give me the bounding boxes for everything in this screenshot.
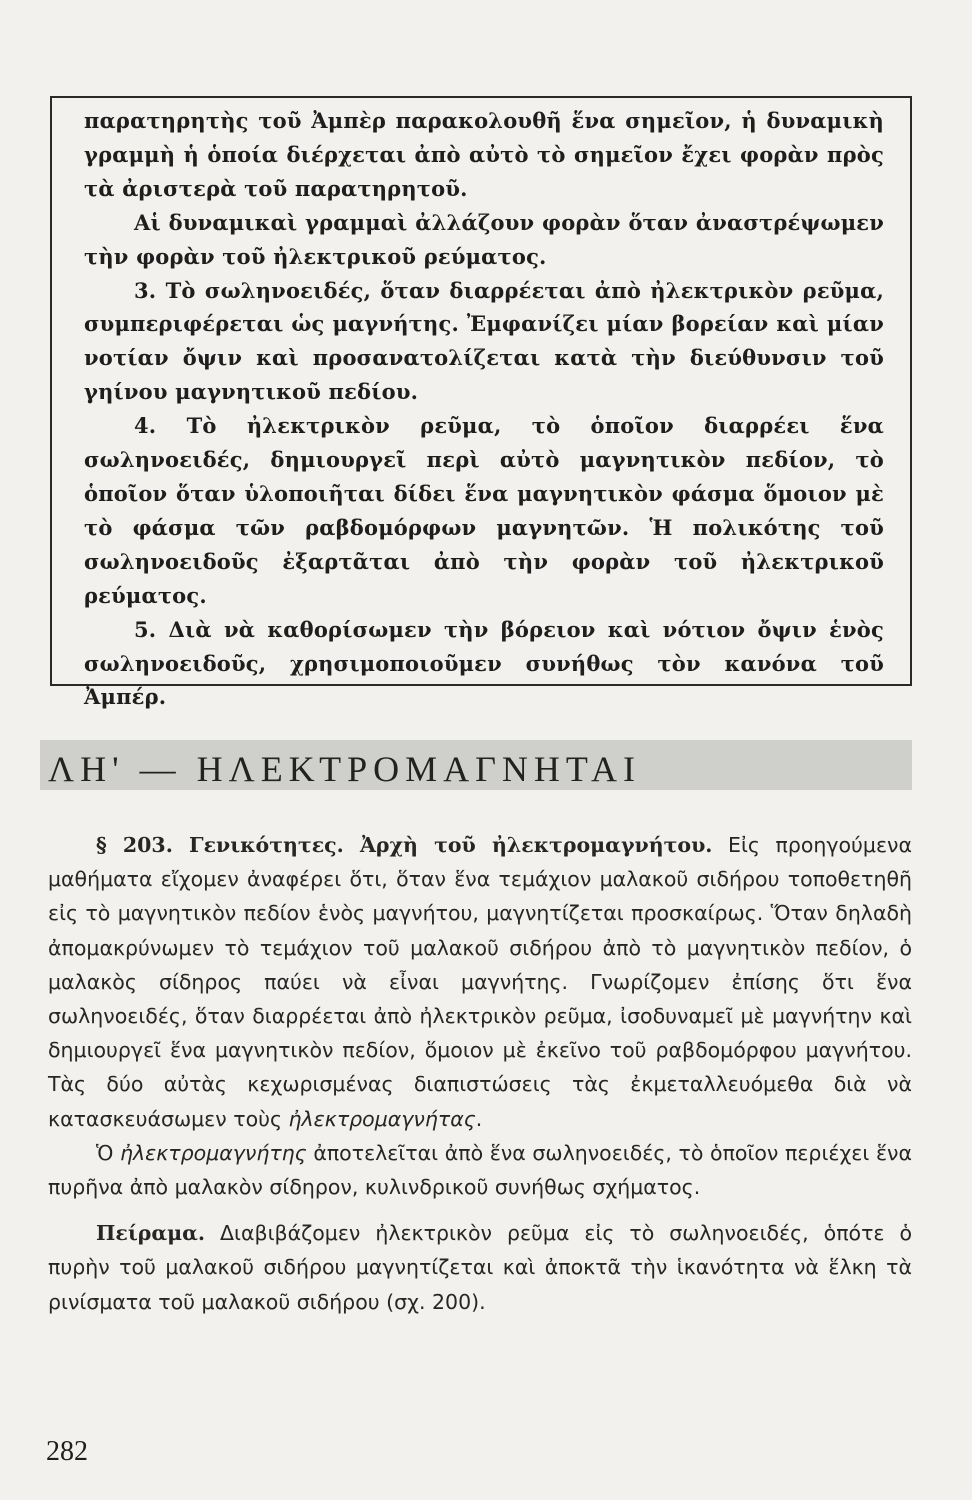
section-body <box>48 828 912 1319</box>
chapter-title: ΛΗ' — ΗΛΕΚΤΡΟΜΑΓΝΗΤΑΙ <box>48 749 642 789</box>
summary-item-5: 5. Διὰ νὰ καθορίσωμεν τὴν βόρειον καὶ νότιον ὄψιν ἑνὸς σωληνοειδοῦς, χρησιμοποιοῦμεν συνήθως τὸν κανόνα τοῦ Ἀμπέρ. <box>84 616 884 710</box>
summary-paragraph: Αἱ δυναμικαὶ γραμμαὶ ἀλλάζουν φορὰν ὅταν ἀναστρέψωμεν τὴν φορὰν τοῦ ἠλεκτρικοῦ ρεύματος. <box>84 209 884 269</box>
paragraph-text: ἀποτελεῖται ἀπὸ ἕνα σωληνοειδές, τὸ ὁποῖον περιέχει ἕνα πυρῆνα ἀπὸ μαλακὸν σίδηρον, κυλινδρικοῦ συνήθως σχήματος. <box>48 1140 912 1200</box>
experiment-label: Πείραμα. <box>96 1221 206 1246</box>
paragraph-text: Ὁ <box>96 1140 121 1165</box>
section-paragraph <box>48 1136 912 1204</box>
paragraph-text: . <box>475 1106 483 1131</box>
paragraph-text: Διαβιβάζομεν ἠλεκτρικὸν ρεῦμα εἰς τὸ σωληνοειδές, ὁπότε ὁ πυρὴν τοῦ μαλακοῦ σιδήρου μαγνητίζεται καὶ ἀποκτᾶ τὴν ἱκανότητα νὰ ἕλκη τὰ ρινίσματα τοῦ μαλακοῦ σιδήρου (σχ. 200). <box>48 1221 912 1314</box>
page-number: 282 <box>46 1436 88 1467</box>
summary-box <box>50 96 912 710</box>
emphasized-term: ἠλεκτρομαγνήτας <box>288 1106 476 1131</box>
paragraph-text: Εἰς προηγούμενα μαθήματα εἴχομεν ἀναφέρει ὅτι, ὅταν ἕνα τεμάχιον μαλακοῦ σιδήρου τοποθετηθῆ εἰς τὸ μαγνητικὸν πεδίον ἑνὸς μαγνήτου, μαγνητίζεται προσκαίρως. Ὅταν δηλαδὴ ἀπομακρύνωμεν τὸ τεμάχιον τοῦ μαλακοῦ σιδήρου ἀπὸ τὸ μαγνητικὸν πεδίον, ὁ μαλακὸς σίδηρος παύει νὰ εἶναι μαγνήτης. Γνωρίζομεν ἐπίσης ὅτι ἕνα σωληνοειδές, ὅταν διαρρέεται ἀπὸ ἠλεκτρικὸν ρεῦμα, ἰσοδυναμεῖ μὲ μαγνήτην καὶ δημιουργεῖ ἕνα μαγνητικὸν πεδίον, ὅμοιον μὲ ἐκεῖνο τοῦ ραβδομόρφου μαγνήτου. Τὰς δύο αὐτὰς κεχωρισμένας διαπιστώσεις τὰς ἐκμεταλλευόμεθα διὰ νὰ κατασκευάσωμεν τοὺς <box>48 833 912 1131</box>
section-heading: § 203. Γενικότητες. Ἀρχὴ τοῦ ἠλεκτρομαγνήτου. <box>96 833 713 857</box>
section-paragraph <box>48 828 912 1136</box>
summary-item-3: 3. Τὸ σωληνοειδές, ὅταν διαρρέεται ἀπὸ ἠλεκτρικὸν ρεῦμα, συμπεριφέρεται ὡς μαγνήτης. Ἐμφανίζει μίαν βορείαν καὶ μίαν νοτίαν ὄψιν καὶ προσανατολίζεται κατὰ τὴν διεύθυνσιν τοῦ γηίνου μαγνητικοῦ πεδίου. <box>84 277 884 405</box>
emphasized-term: ἠλεκτρομαγνήτης <box>120 1140 307 1165</box>
summary-item-4: 4. Τὸ ἠλεκτρικὸν ρεῦμα, τὸ ὁποῖον διαρρέει ἕνα σωληνοειδές, δημιουργεῖ περὶ αὐτὸ μαγνητικὸν πεδίον, τὸ ὁποῖον ὅταν ὑλοποιῆται δίδει ἕνα μαγνητικὸν φάσμα ὅμοιον μὲ τὸ φάσμα τῶν ραβδομόρφων μαγνητῶν. Ἡ πολικότης τοῦ σωληνοειδοῦς ἐξαρτᾶται ἀπὸ τὴν φορὰν τοῦ ἠλεκτρικοῦ ρεύματος. <box>84 413 884 608</box>
chapter-heading-band <box>40 740 912 790</box>
experiment-paragraph <box>48 1216 912 1319</box>
summary-paragraph: παρατηρητὴς τοῦ Ἀμπὲρ παρακολουθῆ ἕνα σημεῖον, ἡ δυναμικὴ γραμμὴ ἡ ὁποία διέρχεται ἀπὸ αὐτὸ τὸ σημεῖον ἔχει φορὰν πρὸς τὰ ἀριστερὰ τοῦ παρατηρητοῦ. <box>84 108 884 201</box>
